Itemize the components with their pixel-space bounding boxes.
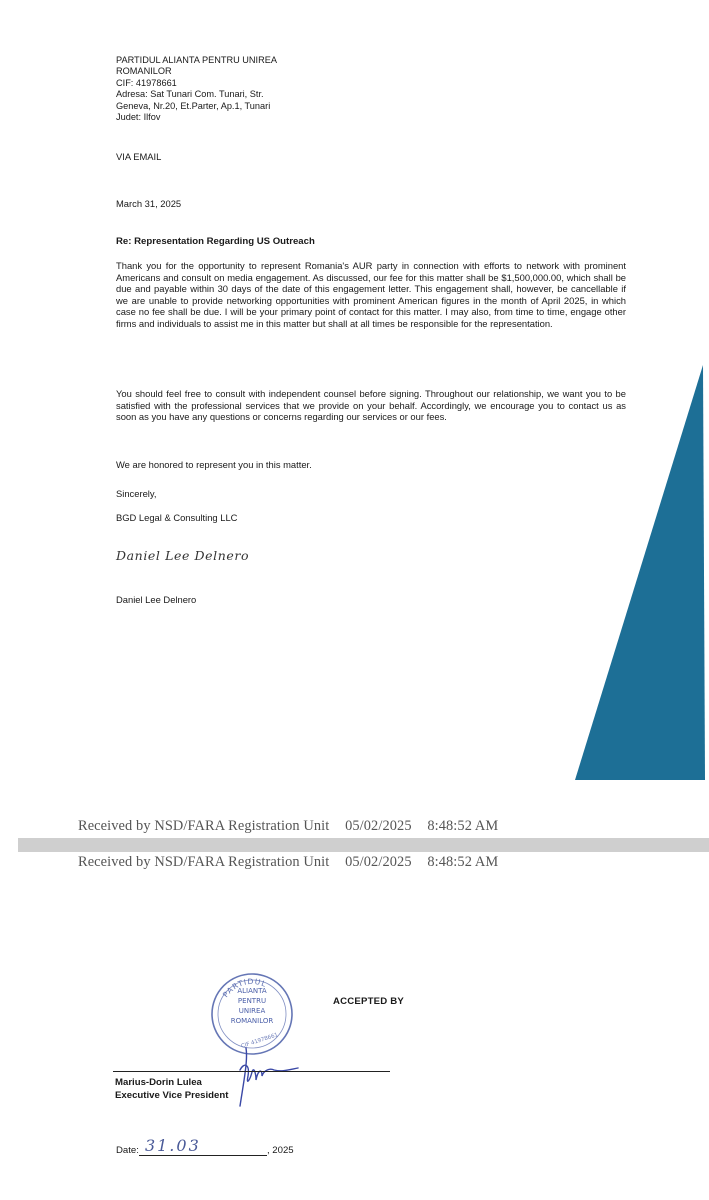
recipient-line: Judet: Ilfov: [116, 112, 161, 123]
accepted-by-label: ACCEPTED BY: [333, 996, 404, 1007]
acceptance-date-row: [116, 1136, 294, 1156]
recipient-line: Adresa: Sat Tunari Com. Tunari, Str.: [116, 89, 264, 100]
signer-name: Daniel Lee Delnero: [116, 594, 197, 605]
acceptor-signature-scribble: [226, 1040, 316, 1110]
recipient-line: Geneva, Nr.20, Et.Parter, Ap.1, Tunari: [116, 100, 271, 111]
letter-date: March 31, 2025: [116, 198, 182, 209]
acceptor-name: Marius-Dorin Lulea: [115, 1077, 202, 1088]
page-separator-band: [18, 838, 709, 852]
body-paragraph-honored: We are honored to represent you in this matter.: [116, 459, 312, 470]
recipient-line: ROMANILOR: [116, 66, 172, 77]
seal-line: UNIREA: [238, 1007, 266, 1015]
stamp-label: Received by NSD/FARA Registration Unit: [78, 818, 330, 834]
seal-bottom-text: CIF 41978661: [240, 1032, 279, 1050]
date-blank: [139, 1136, 267, 1156]
handwritten-signature: Daniel Lee Delnero: [116, 548, 250, 563]
body-paragraph-engagement: Thank you for the opportunity to represent Romania's AUR party in connection with efforts to network with prominent Americans and consult on media engagement. As discussed, our fee for this matter shall be $1,500,000.00, which shall be due and payable within 30 days of the date of this engagement letter. This engagement shall, however, be cancellable if we are unable to provide networking opportunities with prominent American figures in the month of April 2025, in which case no fee shall be due. I will be your primary point of contact for this matter. I may also, from time to time, engage other firms and individuals to assist me in this matter but shall at all times be responsible for the representation.: [116, 260, 626, 329]
signature-line: [113, 1071, 390, 1072]
handwritten-date: 31.03: [144, 1136, 201, 1155]
acceptor-block: [115, 1076, 228, 1102]
body-paragraph-counsel: You should feel free to consult with independent counsel before signing. Throughout our relationship, we want you to be satisfied with the professional services that we provide on your behalf. Accordingly, we encourage you to contact us as soon as you have any questions or concerns regarding our services or our fees.: [116, 388, 626, 422]
date-year: , 2025: [266, 1145, 294, 1156]
firm-name: BGD Legal & Consulting LLC: [116, 512, 238, 523]
date-label: Date:: [116, 1145, 139, 1156]
seal-line: PENTRU: [237, 997, 267, 1005]
seal-arc-text: PARTIDUL: [221, 976, 269, 1000]
received-stamp-bottom: [78, 854, 498, 871]
stamp-date: 05/02/2025: [345, 854, 412, 870]
subject-line: Re: Representation Regarding US Outreach: [116, 236, 315, 247]
acceptor-title: Executive Vice President: [115, 1090, 229, 1101]
recipient-line: PARTIDUL ALIANTA PENTRU UNIREA: [116, 55, 277, 65]
stamp-date: 05/02/2025: [345, 818, 412, 834]
recipient-address: [116, 55, 366, 123]
decorative-triangle: [575, 365, 705, 780]
stamp-time: 8:48:52 AM: [427, 854, 499, 870]
seal-line: ROMANILOR: [230, 1017, 274, 1025]
received-stamp-top: [78, 818, 498, 835]
delivery-method: VIA EMAIL: [116, 151, 162, 162]
recipient-line: CIF: 41978661: [116, 77, 177, 88]
closing: Sincerely,: [116, 488, 157, 499]
stamp-label: Received by NSD/FARA Registration Unit: [78, 854, 330, 870]
stamp-time: 8:48:52 AM: [427, 818, 499, 834]
seal-line: ALIANTA: [237, 987, 267, 995]
